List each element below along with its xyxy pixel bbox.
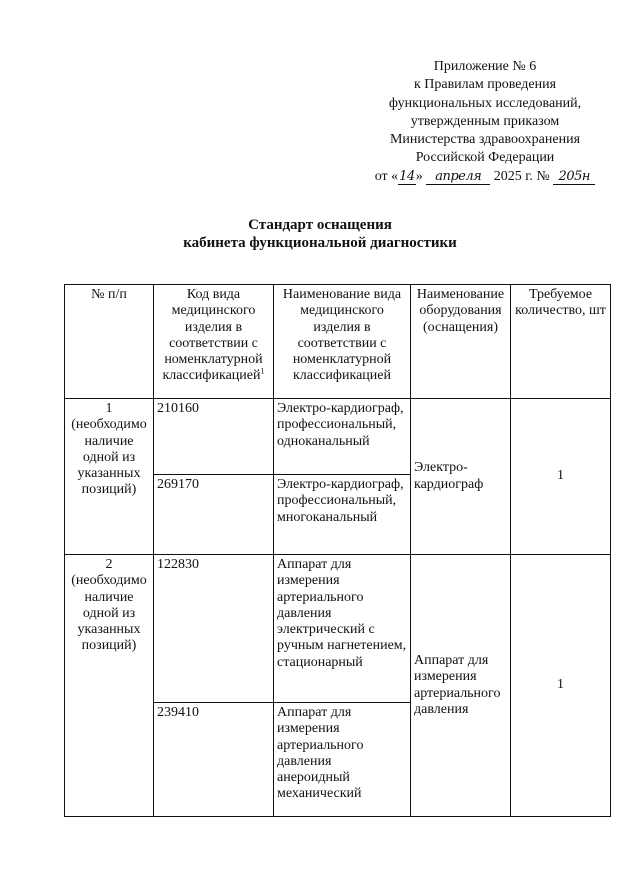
title-line-2: кабинета функциональной диагностики <box>183 235 457 251</box>
group-equipment: Аппарат для измерения артериального давления <box>411 555 511 817</box>
header-code <box>154 285 274 399</box>
group-quantity: 1 <box>511 555 611 817</box>
title-line-1: Стандарт оснащения <box>248 217 392 233</box>
item-name: Электро-кардиограф, профессиональный, многоканальный <box>274 475 411 555</box>
group-num: 1 <box>105 401 113 416</box>
item-name: Аппарат для измерения артериального давления электрический с ручным нагнетением, стационарный <box>274 555 411 703</box>
appendix-line: утвержденным приказом <box>410 113 560 129</box>
group-num: 2 <box>105 557 113 572</box>
group-num-cell <box>65 399 154 555</box>
appendix-line: Российской Федерации <box>415 150 555 166</box>
header-equipment: Наименование оборудования (оснащения) <box>411 285 511 399</box>
header-num: № п/п <box>65 285 154 399</box>
group-note: (необходимо наличие одной из указанных позиций) <box>71 573 147 654</box>
footnote-mark: 1 <box>260 366 265 376</box>
handwritten-order-number: 205н <box>553 170 595 185</box>
item-code: 239410 <box>154 703 274 817</box>
date-year: 2025 г. № <box>493 168 550 184</box>
handwritten-month: апреля <box>426 170 490 185</box>
order-date-line <box>340 168 630 186</box>
item-name: Электро-кардиограф, профессиональный, одноканальный <box>274 399 411 475</box>
appendix-line: Министерства здравоохранения <box>389 132 581 148</box>
appendix-line: функциональных исследований, <box>388 95 582 111</box>
document-title <box>0 216 640 252</box>
item-name: Аппарат для измерения артериального давления анероидный механический <box>274 703 411 817</box>
date-separator: » <box>415 168 423 184</box>
header-code-text: Код вида медицинского изделия в соответствии с номенклатурной классификацией <box>162 287 263 384</box>
appendix-line: к Правилам проведения <box>413 77 557 93</box>
table-row <box>65 399 611 475</box>
table-header-row <box>65 285 611 399</box>
appendix-header <box>340 58 630 186</box>
equipment-table <box>64 284 611 817</box>
header-quantity: Требуемое количество, шт <box>511 285 611 399</box>
item-code: 122830 <box>154 555 274 703</box>
group-equipment: Электро-кардиограф <box>411 399 511 555</box>
item-code: 269170 <box>154 475 274 555</box>
appendix-line: Приложение № 6 <box>433 59 537 74</box>
item-code: 210160 <box>154 399 274 475</box>
handwritten-day: 14 <box>399 168 415 184</box>
table-row <box>65 555 611 703</box>
date-prefix: от « <box>374 168 399 184</box>
group-num-cell <box>65 555 154 817</box>
group-quantity: 1 <box>511 399 611 555</box>
header-kind-name: Наименование вида медицинского изделия в соответствии с номенклатурной классификацией <box>274 285 411 399</box>
group-note: (необходимо наличие одной из указанных позиций) <box>71 417 147 498</box>
